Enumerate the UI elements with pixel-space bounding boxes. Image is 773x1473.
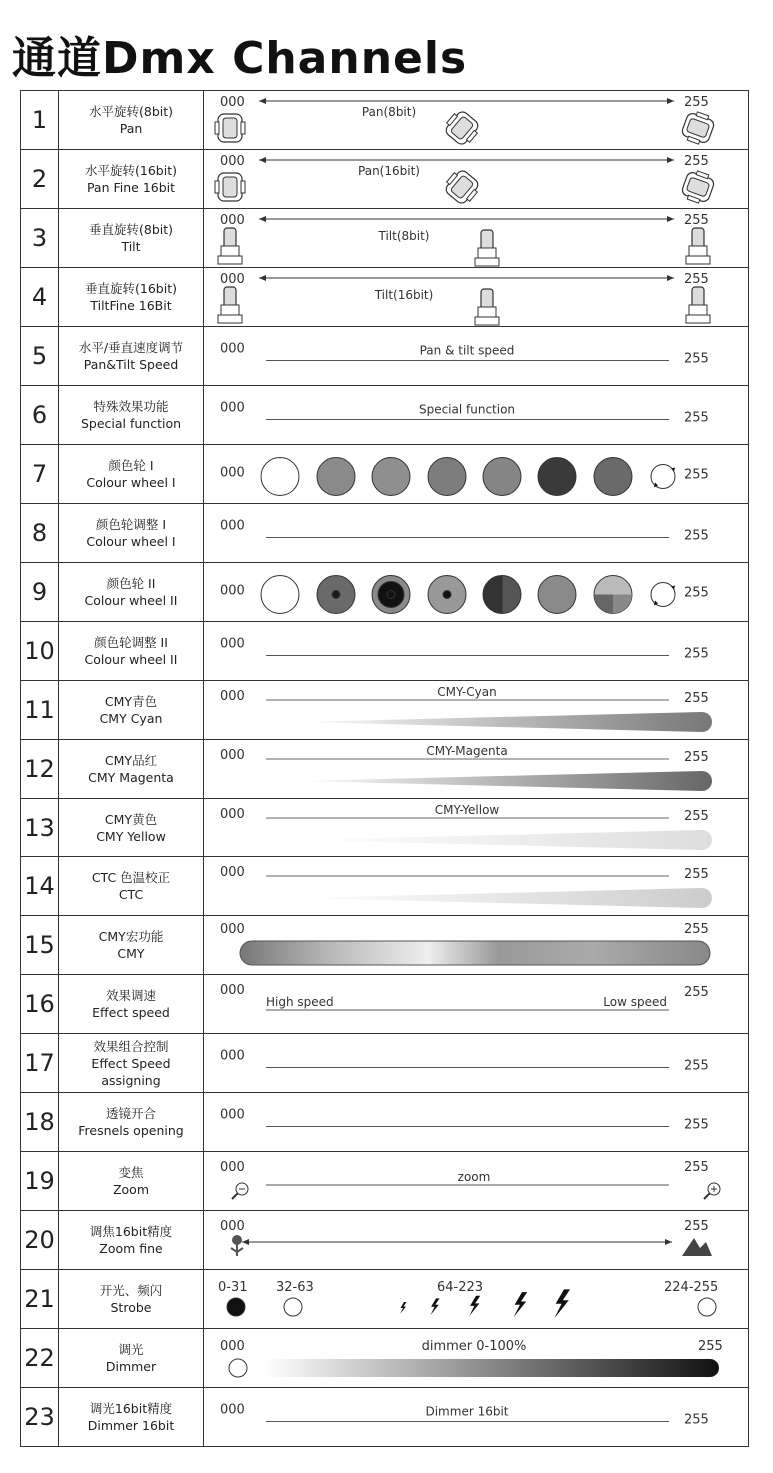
channel-graphic: [204, 268, 749, 327]
channel-label: Dimmer 16bit: [425, 1404, 509, 1418]
channel-graphic: [204, 681, 749, 740]
channel-name-en: CTC: [118, 887, 144, 902]
channel-name: [59, 1270, 204, 1329]
min-value: 000: [220, 583, 245, 598]
channel-number: 9: [21, 563, 59, 622]
channel-name-en: Effect speed: [92, 1005, 170, 1020]
max-value: 255: [684, 690, 709, 706]
level-wedge: [299, 712, 712, 732]
channel-graphic: [204, 1034, 749, 1093]
channel-number: 19: [21, 1152, 59, 1211]
range-arrow: [259, 216, 674, 222]
min-value: 000: [220, 747, 245, 763]
tilt-end-icon: [686, 287, 710, 323]
min-value: 000: [220, 1159, 245, 1175]
channel-name-en: Colour wheel II: [84, 652, 178, 667]
channel-row: [21, 681, 749, 740]
channel-label: zoom: [457, 1169, 491, 1184]
channel-name-cn: 水平旋转(8bit): [88, 104, 173, 119]
level-wedge: [299, 771, 712, 791]
min-value: 000: [220, 864, 245, 880]
channel-name-cn: 垂直旋转(16bit): [85, 281, 177, 296]
channel-name-en: Pan: [119, 121, 143, 136]
channel-number: 22: [21, 1329, 59, 1388]
channel-name: [59, 327, 204, 386]
channel-name-en-2: assigning: [101, 1072, 161, 1088]
color-slot-quarter: [613, 594, 632, 613]
pan-mid-icon: [442, 107, 483, 148]
color-slot: [372, 457, 410, 495]
channel-number: 14: [21, 857, 59, 916]
page-title: 通道Dmx Channels: [12, 33, 468, 84]
pan-mid-icon: [442, 166, 483, 207]
channel-name: [59, 1329, 204, 1388]
channel-name-cn: CMY品红: [104, 753, 158, 768]
channel-name-en: Colour wheel I: [86, 534, 176, 549]
channel-name-cn: 颜色轮 II: [106, 576, 156, 591]
range-arrow: [242, 1239, 672, 1245]
pan-end-icon: [680, 109, 717, 147]
channel-number: 18: [21, 1093, 59, 1152]
color-slot: [483, 457, 521, 495]
channel-graphic: [204, 857, 749, 916]
channel-graphic: [204, 799, 749, 857]
strobe-bolt-icon: [469, 1295, 480, 1315]
channel-name: [59, 975, 204, 1034]
zoom-in-icon: [704, 1183, 720, 1199]
shutter-open-icon: [284, 1298, 302, 1316]
channel-name: [59, 268, 204, 327]
channel-number: 6: [21, 386, 59, 445]
channel-graphic: [204, 386, 749, 445]
channel-row: [21, 799, 749, 857]
channel-name: [59, 1388, 204, 1447]
channel-name-cn: 颜色轮 I: [108, 458, 154, 473]
max-value: 255: [684, 153, 709, 169]
channel-name-en: Zoom: [112, 1182, 150, 1197]
channel-row: [21, 268, 749, 327]
min-value: 000: [220, 465, 245, 480]
range-arrow: [259, 98, 674, 104]
channel-name-cn: 透镜开合: [105, 1106, 156, 1121]
color-slot-half: [502, 575, 521, 613]
channel-name-en: TiltFine 16Bit: [90, 298, 172, 313]
color-slot: [317, 457, 355, 495]
channel-number: 12: [21, 740, 59, 799]
max-value: 255: [684, 921, 709, 937]
channel-name-en: Effect Speed: [91, 1055, 171, 1071]
channel-name-en: CMY Yellow: [96, 828, 166, 844]
channel-row: [21, 327, 749, 386]
channel-row: [21, 1329, 749, 1388]
strobe-range-label: 32-63: [276, 1279, 314, 1295]
channel-number: 10: [21, 622, 59, 681]
channel-row: [21, 975, 749, 1034]
max-value: 255: [684, 410, 709, 425]
channel-graphic: [204, 150, 749, 209]
max-value: 255: [684, 1117, 709, 1132]
channel-row: [21, 857, 749, 916]
shutter-closed-icon: [227, 1298, 245, 1316]
color-slot-center: [332, 590, 340, 598]
channel-name-cn: 垂直旋转(8bit): [88, 222, 173, 237]
channel-name-cn: 水平/垂直速度调节: [78, 340, 184, 355]
max-value: 255: [684, 646, 709, 661]
max-value: 255: [684, 1159, 709, 1175]
pan-start-icon: [215, 114, 245, 142]
channel-graphic: [204, 504, 749, 563]
range-arrow: [259, 275, 674, 281]
channel-number: 23: [21, 1388, 59, 1447]
channel-name: [59, 857, 204, 916]
channel-name-cn: 调焦16bit精度: [89, 1224, 173, 1239]
channel-graphic: [204, 1329, 749, 1388]
channel-name-en: Zoom fine: [99, 1241, 163, 1256]
channel-label: Tilt(16bit): [374, 287, 434, 302]
tilt-start-icon: [218, 228, 242, 264]
min-value: 000: [220, 518, 245, 533]
dimmer-gradient-bar: [264, 1359, 719, 1377]
channel-name-cn: CMY黄色: [104, 811, 158, 827]
channel-number: 1: [21, 91, 59, 150]
channel-name: [59, 504, 204, 563]
min-value: 000: [220, 212, 245, 228]
channel-name-en: Strobe: [110, 1300, 152, 1315]
dimmer-off-icon: [229, 1359, 247, 1377]
channel-name: [59, 916, 204, 975]
channel-row: [21, 622, 749, 681]
channel-name-en: CMY Magenta: [88, 770, 174, 785]
channel-graphic: [204, 445, 749, 504]
channel-row: [21, 740, 749, 799]
channel-name: [59, 563, 204, 622]
channel-name: [59, 91, 204, 150]
min-value: 000: [220, 688, 245, 704]
channel-graphic: [204, 740, 749, 799]
max-value: 255: [684, 1412, 709, 1427]
max-value: 255: [684, 271, 709, 287]
channel-name: [59, 1211, 204, 1270]
channel-name-cn: 效果调速: [105, 988, 156, 1003]
channel-name-en: Tilt: [121, 239, 141, 254]
color-slot: [261, 457, 299, 495]
strobe-bolt-icon: [554, 1289, 570, 1318]
channel-number: 11: [21, 681, 59, 740]
channel-number: 15: [21, 916, 59, 975]
channel-number: 17: [21, 1034, 59, 1093]
max-value: 255: [684, 1058, 709, 1073]
tilt-mid-icon: [475, 289, 499, 325]
channel-name-en: Dimmer: [105, 1359, 157, 1374]
max-value: 255: [684, 866, 709, 882]
channel-label: Special function: [418, 402, 516, 416]
color-slot: [483, 575, 502, 613]
color-slot: [428, 457, 466, 495]
channel-row: [21, 150, 749, 209]
channel-graphic: [204, 916, 749, 975]
min-value: 000: [220, 1402, 245, 1417]
channel-label: Pan(16bit): [358, 163, 420, 178]
wheel-rotate-icon: [651, 464, 675, 488]
mountain-icon: [682, 1238, 712, 1256]
max-value: 255: [684, 585, 709, 600]
channel-name-cn: CMY青色: [104, 694, 158, 709]
channel-number: 4: [21, 268, 59, 327]
strobe-bolt-icon: [400, 1302, 407, 1314]
color-slot-dot: [387, 590, 395, 598]
channel-name-en: Colour wheel I: [86, 475, 176, 490]
min-value: 000: [220, 1218, 245, 1234]
channel-graphic: [204, 1093, 749, 1152]
min-value: 000: [220, 153, 245, 169]
channel-name-en: Pan Fine 16bit: [86, 180, 176, 195]
channel-name: [59, 386, 204, 445]
channel-number: 8: [21, 504, 59, 563]
channel-name-en: Dimmer 16bit: [87, 1418, 175, 1433]
channel-row: [21, 91, 749, 150]
strobe-bolt-icon: [430, 1298, 439, 1315]
channel-number: 5: [21, 327, 59, 386]
flower-icon: [231, 1235, 243, 1256]
min-value: 000: [220, 636, 245, 651]
min-value: 000: [220, 982, 245, 998]
channel-row: [21, 445, 749, 504]
channel-number: 20: [21, 1211, 59, 1270]
max-value: 255: [684, 212, 709, 228]
channel-name-cn: 调光: [118, 1342, 144, 1357]
min-value: 000: [220, 921, 245, 937]
max-value: 255: [684, 808, 709, 824]
channel-name-cn: 颜色轮调整 I: [95, 517, 167, 532]
channel-graphic: [204, 1388, 749, 1447]
channel-row: [21, 1093, 749, 1152]
strobe-bolt-icon: [514, 1292, 528, 1317]
color-slot: [594, 457, 632, 495]
channel-graphic: [204, 1270, 749, 1329]
max-value: 255: [684, 94, 709, 110]
channel-name-cn: 调光16bit精度: [89, 1401, 173, 1416]
color-slot: [538, 575, 576, 613]
tilt-start-icon: [218, 287, 242, 323]
channel-label: dimmer 0-100%: [421, 1338, 527, 1354]
channel-name-en: Special function: [80, 416, 182, 431]
channel-name: [59, 150, 204, 209]
channel-number: 16: [21, 975, 59, 1034]
channel-name: [59, 740, 204, 799]
zoom-out-icon: [232, 1183, 248, 1199]
channel-name-cn: 开光、频闪: [99, 1283, 163, 1298]
channel-row: [21, 916, 749, 975]
channel-name-cn: 颜色轮调整 II: [94, 635, 168, 650]
channel-label: Tilt(8bit): [378, 228, 430, 243]
channel-name-cn: 效果组合控制: [93, 1038, 169, 1054]
channel-graphic: [204, 91, 749, 150]
high-speed-label: High speed: [266, 994, 334, 1009]
max-value: 255: [684, 528, 709, 543]
channel-name: [59, 209, 204, 268]
channel-number: 3: [21, 209, 59, 268]
channel-name: [59, 1093, 204, 1152]
channel-name-en: CMY: [117, 946, 145, 961]
channel-label: CMY-Yellow: [434, 802, 500, 817]
min-value: 000: [220, 806, 245, 822]
channel-table: [20, 90, 749, 1447]
channel-name: [59, 799, 204, 857]
channel-name: [59, 445, 204, 504]
wheel-rotate-icon: [651, 582, 675, 606]
max-value: 255: [684, 984, 709, 1000]
color-slot: [261, 575, 299, 613]
min-value: 000: [220, 271, 245, 287]
channel-name-en: CMY Cyan: [99, 711, 163, 726]
color-slot-center: [443, 590, 451, 598]
pan-end-icon: [680, 168, 717, 206]
channel-number: 7: [21, 445, 59, 504]
max-value: 255: [684, 749, 709, 765]
channel-row: [21, 1270, 749, 1329]
level-wedge: [299, 888, 712, 908]
channel-graphic: [204, 327, 749, 386]
channel-name-cn: CTC 色温校正: [91, 870, 171, 885]
min-value: 000: [220, 1107, 245, 1122]
level-wedge: [299, 830, 712, 850]
min-value: 000: [220, 1048, 245, 1063]
channel-graphic: [204, 1152, 749, 1211]
channel-name-en: Pan&Tilt Speed: [83, 357, 179, 372]
strobe-range-label: 64-223: [436, 1279, 484, 1295]
channel-graphic: [204, 563, 749, 622]
range-arrow: [259, 157, 674, 163]
color-slot: [538, 457, 576, 495]
max-value: 255: [684, 351, 709, 366]
channel-row: [21, 1211, 749, 1270]
channel-name-cn: 水平旋转(16bit): [85, 163, 177, 178]
channel-name: [59, 1152, 204, 1211]
channel-label: Pan(8bit): [361, 104, 417, 119]
max-value: 255: [698, 1338, 723, 1354]
max-value: 255: [684, 1218, 709, 1234]
channel-row: [21, 1152, 749, 1211]
color-slot-quarter: [594, 594, 613, 613]
channel-name: [59, 681, 204, 740]
channel-label: Pan & tilt speed: [419, 343, 515, 357]
channel-name-cn: 变焦: [118, 1165, 144, 1180]
cmy-macro-bar: [240, 941, 710, 965]
channel-row: [21, 1034, 749, 1093]
pan-start-icon: [215, 173, 245, 201]
channel-number: 2: [21, 150, 59, 209]
channel-label: CMY-Cyan: [437, 684, 497, 699]
strobe-range-label: 224-255: [664, 1279, 719, 1295]
channel-graphic: [204, 622, 749, 681]
channel-name-en: Fresnels opening: [78, 1123, 184, 1138]
channel-row: [21, 504, 749, 563]
min-value: 000: [220, 341, 245, 356]
strobe-range-label: 0-31: [218, 1279, 248, 1295]
channel-name-cn: CMY宏功能: [98, 929, 164, 944]
channel-graphic: [204, 1211, 749, 1270]
channel-graphic: [204, 209, 749, 268]
channel-name-cn: 特殊效果功能: [93, 399, 169, 414]
channel-name-en: Colour wheel II: [84, 593, 178, 608]
shutter-open-icon: [698, 1298, 716, 1316]
tilt-end-icon: [686, 228, 710, 264]
min-value: 000: [220, 1338, 245, 1354]
channel-row: [21, 209, 749, 268]
min-value: 000: [220, 400, 245, 415]
channel-row: [21, 563, 749, 622]
min-value: 000: [220, 94, 245, 110]
channel-label: CMY-Magenta: [426, 743, 508, 758]
channel-graphic: [204, 975, 749, 1034]
low-speed-label: Low speed: [603, 994, 667, 1009]
channel-name: [59, 622, 204, 681]
channel-row: [21, 386, 749, 445]
channel-name: [59, 1034, 204, 1093]
tilt-mid-icon: [475, 230, 499, 266]
channel-row: [21, 1388, 749, 1447]
channel-number: 21: [21, 1270, 59, 1329]
max-value: 255: [684, 467, 709, 482]
channel-number: 13: [21, 799, 59, 857]
